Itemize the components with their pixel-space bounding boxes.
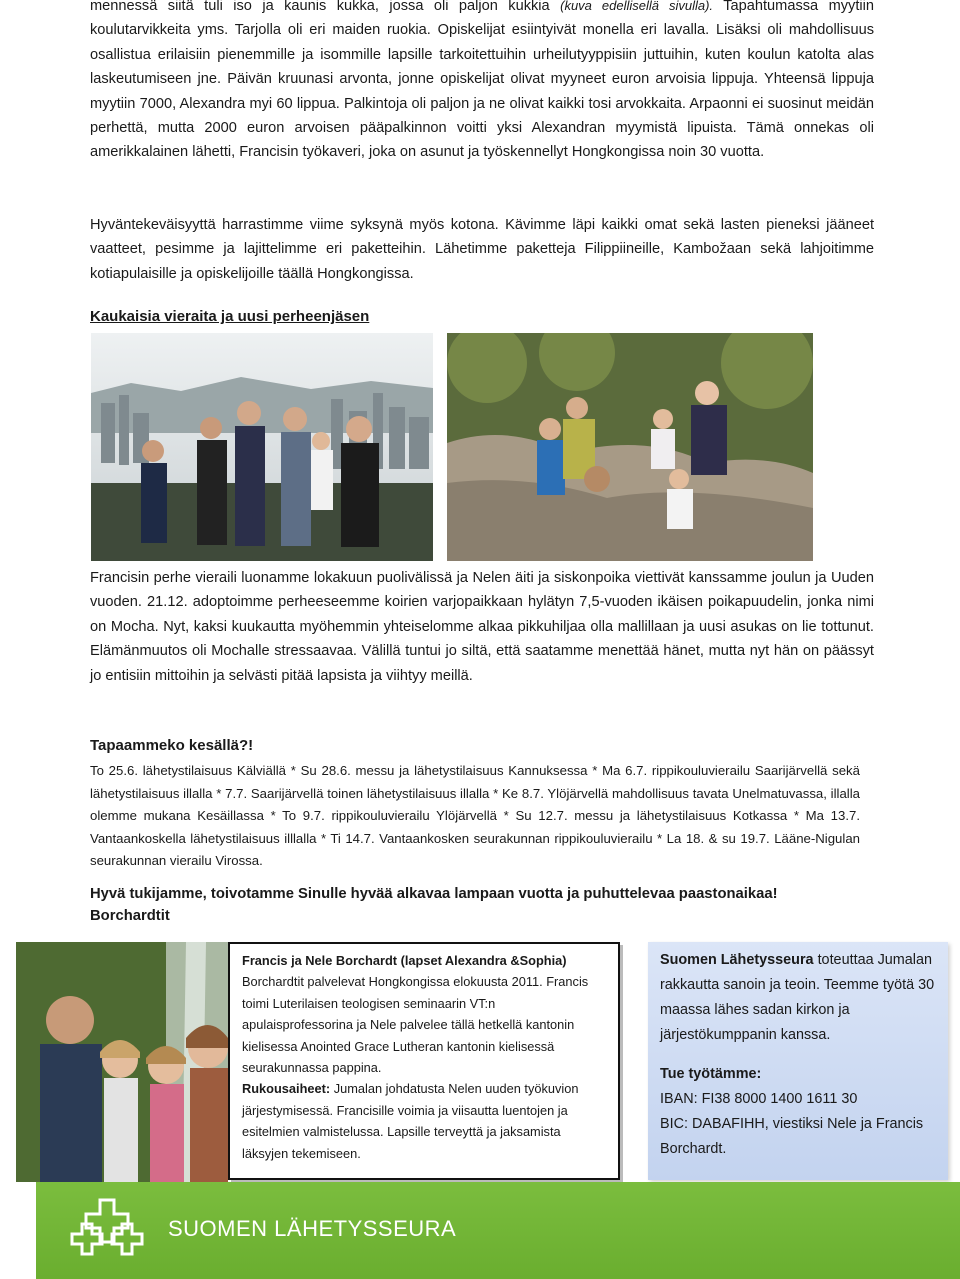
section-heading-meet: Tapaammeko kesällä?!	[90, 737, 254, 754]
family-portrait-photo	[16, 942, 228, 1182]
bio-text: Borchardtit palvelevat Hongkongissa elokuusta 2011. Francis toimi Luterilaisen teologisen seminaarin VT:n apulaisprofessorina ja Nele palvelee tällä hetkellä kantonin kielisessa Anointed Grace Lutheran kantonin kielisessä seurakunnassa pappina.	[242, 974, 589, 1076]
support-label: Tue työtämme:	[660, 1066, 762, 1082]
intro-paragraph-2: Hyväntekeväisyyttä harrastimme viime syksynä myös kotona. Kävimme läpi kaikki omat sekä lasten pieneksi jääneet vaatteet, pesimme ja lajittelimme eri paketteihin. Lähetimme paketteja Filippiineille, Kambožaan sekä lahjoitimme kotiapulaisille ja opiskelijoille täällä Hongkongissa.	[90, 217, 874, 282]
organization-info-box	[648, 942, 948, 1180]
bic-line: BIC: DABAFIHH, viestiksi Nele ja Francis Borchardt.	[660, 1116, 924, 1157]
visitors-paragraph: Francisin perhe vieraili luonamme lokakuun puolivälissä ja Nelen äiti ja siskonpoika viettivät kanssamme joulun ja Uuden vuoden. 21.12. adoptoimme perheeseemme koirien varjopaikkaan hylätyn 7,5-vuoden ikäisen poikapuudelin, jonka nimi on Mocha. Nyt, kaksi kuukautta myöhemmin yhteiselomme alkaa pikkuhiljaa olla mallillaan ja uusi asukas on lie tottunut. Elämänmuutos oli Mochalle stressaavaa. Välillä tuntui jo siltä, että saatamme menettää hänet, mutta nyt hän on päässyt jo entisiin mittoihin ja selvästi pitää lapsista ja viihtyy meillä.	[90, 570, 874, 684]
family-photo-rocks	[447, 333, 813, 561]
iban-line: IBAN: FI38 8000 1400 1611 30	[660, 1091, 858, 1107]
footer-banner	[36, 1182, 960, 1279]
bio-title: Francis ja Nele Borchardt (lapset Alexandra &Sophia)	[242, 953, 567, 968]
greeting-line: Hyvä tukijamme, toivotamme Sinulle hyvää alkavaa lampaan vuotta ja puhuttelevaa paastonaikaa!	[90, 886, 778, 902]
footer-organization-name: SUOMEN LÄHETYSSEURA	[168, 1216, 457, 1241]
missionaries-info-box	[228, 942, 620, 1180]
intro-paragraph-1: mennessä siitä tuli iso ja kaunis kukka, jossa oli paljon kukkia (kuva edellisellä sivulla). Tapahtumassa myytiin koulutarvikkeita yms. Tarjolla oli eri maiden ruokia. Opiskelijat esiintyivät monella eri lavalla. Lisäksi oli mahdollisuus osallistua erilaisiin pienemmille ja isommille lapsille tarkoitettuihin urheilutyyppisiin juttuihin, kuten koulun katolta alas laskeutumiseen jne. Päivän kruunasi arvonta, jonne opiskelijat olivat myyneet euron arvoisia lippuja. Yhteensä lippuja myytiin 7000, Alexandra myi 60 lippua. Palkintoja oli paljon ja ne olivat kaikki tosi arvokkaita. Arpaonni ei suosinut meidän perhettä, mutta 2000 euron arvoisen pääpalkinnon voitti yksi Alexandran myymistä lipuista. Tämä onnekas oli amerikkalainen lähetti, Francisin työkaveri, joka on asunut ja työskennellyt Hongkongissa noin 30 vuotta.	[90, 0, 874, 161]
greeting-signature: Borchardtit	[90, 908, 170, 924]
summer-schedule: To 25.6. lähetystilaisuus Kälviällä * Su 28.6. messu ja lähetystilaisuus Kannuksessa * Ma 6.7. rippikouluvierailu Saarijärvellä sekä lähetystilaisuus illalla * 7.7. Saarijärvellä toinen lähetystilaisuus illalla * Ke 8.7. Ylöjärvellä mahdollisuus tavata Unelmatuvassa, illalla olemme mukana Kesäillassa * To 9.7. rippikouluvierailu Ylöjärvellä * Su 12.7. messu ja lähetystilaisuus Kotkassa * Ma 13.7. Vantaankoskella lähetystilaisuus illlalla * Ti 14.7. Vantaankosken seurakunnan rippikouluvierailu * La 18. & su 19.7. Lääne-Nigulan seurakunnan vierailu Virossa.	[90, 763, 860, 868]
lahetysseura-logo-icon	[70, 1194, 154, 1266]
section-heading-visitors: Kaukaisia vieraita ja uusi perheenjäsen	[90, 308, 370, 325]
org-description: Suomen Lähetysseura toteuttaa Jumalan rakkautta sanoin ja teoin. Teemme työtä 30 maassa lähes sadan kirkon ja järjestökumppanin kanssa.	[660, 952, 935, 1043]
group-photo-city-view	[91, 333, 433, 561]
prayer-topics: Rukousaiheet: Jumalan johdatusta Nelen uuden työkuvion järjestymisessä. Francisille voimia ja viisautta luentojen ja esitelmien valmistelussa. Lapsille terveyttä ja jaksamista läksyjen tekemiseen.	[242, 1081, 579, 1161]
